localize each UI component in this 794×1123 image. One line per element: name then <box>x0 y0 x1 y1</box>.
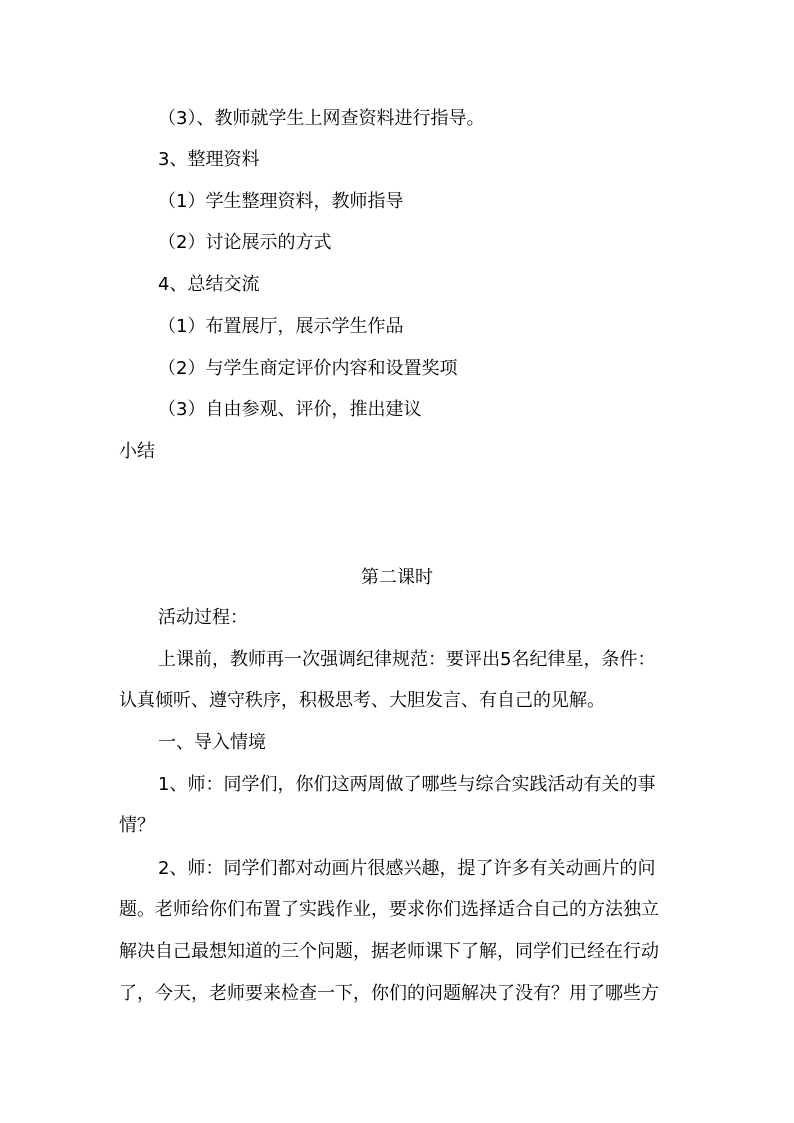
text-line: （1）学生整理资料，教师指导 <box>158 191 404 212</box>
text-line: 题。老师给你们布置了实践作业，要求你们选择适合自己的方法独立 <box>119 899 659 920</box>
text-line: （1）布置展厅，展示学生作品 <box>158 316 404 337</box>
text-line: 1、师：同学们，你们这两周做了哪些与综合实践活动有关的事 <box>158 774 656 795</box>
text-line: （3）自由参观、评价，推出建议 <box>158 399 422 420</box>
text-line: 解决自己最想知道的三个问题，据老师课下了解，同学们已经在行动 <box>119 941 659 962</box>
text-line: 情？ <box>119 815 155 836</box>
text-line: 一、导入情境 <box>158 732 266 753</box>
text-line: （3）、教师就学生上网查资料进行指导。 <box>158 108 485 129</box>
text-line: （2）讨论展示的方式 <box>158 232 332 253</box>
text-line: 活动过程： <box>158 607 248 628</box>
text-line: （2）与学生商定评价内容和设置奖项 <box>158 358 458 379</box>
text-line: 2、师：同学们都对动画片很感兴趣，提了许多有关动画片的问 <box>158 858 656 879</box>
section-heading: 第二课时 <box>361 567 433 588</box>
text-line: 上课前，教师再一次强调纪律规范：要评出5名纪律星，条件： <box>158 649 656 670</box>
text-line: 了，今天，老师要来检查一下，你们的问题解决了没有？用了哪些方 <box>119 983 659 1004</box>
text-line: 认真倾听、遵守秩序，积极思考、大胆发言、有自己的见解。 <box>119 690 605 711</box>
text-line: 3、整理资料 <box>158 149 260 170</box>
text-line: 小结 <box>119 441 155 462</box>
text-line: 4、总结交流 <box>158 274 260 295</box>
